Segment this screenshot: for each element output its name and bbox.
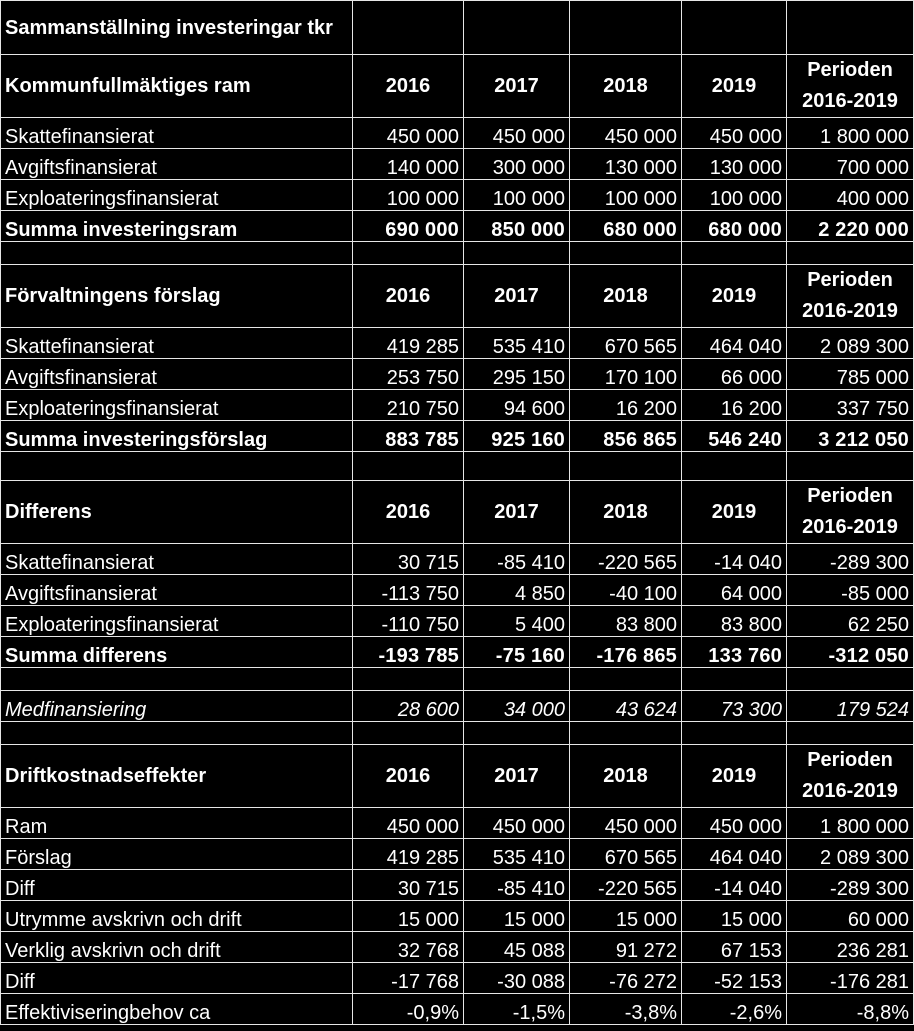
table-row: [1, 839, 914, 870]
value-cell: 62 250: [787, 606, 914, 637]
year-header: 2019: [682, 745, 787, 808]
value-cell: 670 565: [570, 839, 682, 870]
value-cell: -85 410: [464, 544, 570, 575]
value-cell: 850 000: [464, 211, 570, 242]
value-cell: 60 000: [787, 901, 914, 932]
table-row: [1, 359, 914, 390]
period-range: 2016-2019: [802, 90, 898, 112]
value-cell: 883 785: [353, 421, 464, 452]
value-cell: 236 281: [787, 932, 914, 963]
value-cell: -85 410: [464, 870, 570, 901]
value-cell: 83 800: [682, 606, 787, 637]
value-cell: -220 565: [570, 544, 682, 575]
value-cell: 450 000: [570, 118, 682, 149]
table-row: [1, 606, 914, 637]
row-label: Avgiftsfinansierat: [1, 359, 353, 390]
row-label: Diff: [1, 870, 353, 901]
year-header: 2016: [353, 265, 464, 328]
title-row: [1, 1, 914, 55]
table-row: [1, 328, 914, 359]
value-cell: 400 000: [787, 180, 914, 211]
value-cell: 30 715: [353, 544, 464, 575]
table-row: [1, 963, 914, 994]
period-header: [787, 265, 914, 328]
year-header: 2017: [464, 481, 570, 544]
table-row: [1, 870, 914, 901]
spacer-row: [1, 242, 914, 265]
value-cell: 100 000: [682, 180, 787, 211]
value-cell: -289 300: [787, 544, 914, 575]
value-cell: 300 000: [464, 149, 570, 180]
row-label: Effektiviseringbehov ca: [1, 994, 353, 1025]
value-cell: 15 000: [682, 901, 787, 932]
value-cell: 15 000: [353, 901, 464, 932]
row-label: Avgiftsfinansierat: [1, 575, 353, 606]
sum-row: [1, 211, 914, 242]
value-cell: 210 750: [353, 390, 464, 421]
row-label: Skattefinansierat: [1, 118, 353, 149]
value-cell: 337 750: [787, 390, 914, 421]
value-cell: -17 768: [353, 963, 464, 994]
value-cell: -3,8%: [570, 994, 682, 1025]
value-cell: 133 760: [682, 637, 787, 668]
row-label: Exploateringsfinansierat: [1, 606, 353, 637]
value-cell: 140 000: [353, 149, 464, 180]
row-label: Skattefinansierat: [1, 328, 353, 359]
spacer-row: [1, 452, 914, 481]
value-cell: 28 600: [353, 691, 464, 722]
year-header: 2019: [682, 265, 787, 328]
period-range: 2016-2019: [802, 516, 898, 538]
value-cell: -1,5%: [464, 994, 570, 1025]
value-cell: -110 750: [353, 606, 464, 637]
value-cell: 450 000: [682, 808, 787, 839]
value-cell: 15 000: [464, 901, 570, 932]
value-cell: 2 089 300: [787, 839, 914, 870]
table-row: [1, 932, 914, 963]
value-cell: 464 040: [682, 839, 787, 870]
value-cell: 450 000: [682, 118, 787, 149]
year-header: 2018: [570, 481, 682, 544]
table-row: [1, 994, 914, 1025]
value-cell: -14 040: [682, 544, 787, 575]
value-cell: -14 040: [682, 870, 787, 901]
period-range: 2016-2019: [802, 780, 898, 802]
table-row: [1, 901, 914, 932]
value-cell: 670 565: [570, 328, 682, 359]
value-cell: 419 285: [353, 839, 464, 870]
value-cell: 295 150: [464, 359, 570, 390]
value-cell: 464 040: [682, 328, 787, 359]
row-label: Summa investeringsram: [1, 211, 353, 242]
table-row: [1, 118, 914, 149]
value-cell: 43 624: [570, 691, 682, 722]
section-header-row: [1, 265, 914, 328]
row-label: Exploateringsfinansierat: [1, 390, 353, 421]
value-cell: 2 089 300: [787, 328, 914, 359]
row-label: Summa investeringsförslag: [1, 421, 353, 452]
section-heading: Förvaltningens förslag: [1, 265, 353, 328]
year-header: 2017: [464, 265, 570, 328]
value-cell: -76 272: [570, 963, 682, 994]
table-row: [1, 544, 914, 575]
sum-row: [1, 421, 914, 452]
row-label: Skattefinansierat: [1, 544, 353, 575]
value-cell: 450 000: [464, 118, 570, 149]
spacer-row: [1, 722, 914, 745]
value-cell: 94 600: [464, 390, 570, 421]
period-label: Perioden: [807, 749, 893, 771]
year-header: 2017: [464, 55, 570, 118]
value-cell: 535 410: [464, 328, 570, 359]
value-cell: -176 865: [570, 637, 682, 668]
year-header: 2019: [682, 481, 787, 544]
value-cell: -176 281: [787, 963, 914, 994]
year-header: 2018: [570, 745, 682, 808]
value-cell: 2 220 000: [787, 211, 914, 242]
table-row: [1, 575, 914, 606]
year-header: 2018: [570, 265, 682, 328]
value-cell: 5 400: [464, 606, 570, 637]
value-cell: 535 410: [464, 839, 570, 870]
period-header: [787, 481, 914, 544]
value-cell: -220 565: [570, 870, 682, 901]
section-heading: Kommunfullmäktiges ram: [1, 55, 353, 118]
value-cell: 45 088: [464, 932, 570, 963]
value-cell: -8,8%: [787, 994, 914, 1025]
value-cell: 450 000: [353, 118, 464, 149]
value-cell: -193 785: [353, 637, 464, 668]
value-cell: -2,6%: [682, 994, 787, 1025]
value-cell: 690 000: [353, 211, 464, 242]
value-cell: 4 850: [464, 575, 570, 606]
value-cell: 419 285: [353, 328, 464, 359]
year-header: 2016: [353, 745, 464, 808]
value-cell: 1 800 000: [787, 808, 914, 839]
value-cell: -40 100: [570, 575, 682, 606]
value-cell: -0,9%: [353, 994, 464, 1025]
value-cell: 100 000: [570, 180, 682, 211]
value-cell: 179 524: [787, 691, 914, 722]
row-label: Ram: [1, 808, 353, 839]
period-label: Perioden: [807, 269, 893, 291]
value-cell: 450 000: [570, 808, 682, 839]
value-cell: 925 160: [464, 421, 570, 452]
value-cell: 700 000: [787, 149, 914, 180]
value-cell: 785 000: [787, 359, 914, 390]
section-heading: Driftkostnadseffekter: [1, 745, 353, 808]
spacer-row: [1, 668, 914, 691]
sum-row: [1, 637, 914, 668]
value-cell: 16 200: [570, 390, 682, 421]
value-cell: 856 865: [570, 421, 682, 452]
value-cell: 546 240: [682, 421, 787, 452]
row-label: Summa differens: [1, 637, 353, 668]
value-cell: 253 750: [353, 359, 464, 390]
value-cell: 100 000: [353, 180, 464, 211]
value-cell: 680 000: [682, 211, 787, 242]
section-header-row: [1, 481, 914, 544]
value-cell: 83 800: [570, 606, 682, 637]
value-cell: 73 300: [682, 691, 787, 722]
section-heading: Differens: [1, 481, 353, 544]
section-header-row: [1, 55, 914, 118]
value-cell: 130 000: [682, 149, 787, 180]
value-cell: -289 300: [787, 870, 914, 901]
row-label: Förslag: [1, 839, 353, 870]
value-cell: 450 000: [353, 808, 464, 839]
period-label: Perioden: [807, 59, 893, 81]
year-header: 2016: [353, 55, 464, 118]
value-cell: 15 000: [570, 901, 682, 932]
year-header: 2016: [353, 481, 464, 544]
period-label: Perioden: [807, 485, 893, 507]
value-cell: 34 000: [464, 691, 570, 722]
period-range: 2016-2019: [802, 300, 898, 322]
value-cell: -113 750: [353, 575, 464, 606]
value-cell: -75 160: [464, 637, 570, 668]
year-header: 2018: [570, 55, 682, 118]
value-cell: 3 212 050: [787, 421, 914, 452]
value-cell: 170 100: [570, 359, 682, 390]
value-cell: -85 000: [787, 575, 914, 606]
value-cell: 64 000: [682, 575, 787, 606]
table-row: [1, 149, 914, 180]
table-body: [1, 1, 914, 1025]
value-cell: 91 272: [570, 932, 682, 963]
value-cell: 67 153: [682, 932, 787, 963]
table-row: [1, 180, 914, 211]
value-cell: -30 088: [464, 963, 570, 994]
value-cell: 130 000: [570, 149, 682, 180]
value-cell: 100 000: [464, 180, 570, 211]
row-label: Exploateringsfinansierat: [1, 180, 353, 211]
year-header: 2017: [464, 745, 570, 808]
table-row: [1, 808, 914, 839]
value-cell: 32 768: [353, 932, 464, 963]
row-label: Verklig avskrivn och drift: [1, 932, 353, 963]
drift-header-row: [1, 745, 914, 808]
value-cell: -52 153: [682, 963, 787, 994]
table-row: [1, 390, 914, 421]
value-cell: 30 715: [353, 870, 464, 901]
medfinansiering-row: [1, 691, 914, 722]
value-cell: 1 800 000: [787, 118, 914, 149]
value-cell: 450 000: [464, 808, 570, 839]
year-header: 2019: [682, 55, 787, 118]
period-header: [787, 745, 914, 808]
row-label: Medfinansiering: [1, 691, 353, 722]
row-label: Utrymme avskrivn och drift: [1, 901, 353, 932]
row-label: Diff: [1, 963, 353, 994]
row-label: Avgiftsfinansierat: [1, 149, 353, 180]
value-cell: 66 000: [682, 359, 787, 390]
value-cell: 680 000: [570, 211, 682, 242]
value-cell: 16 200: [682, 390, 787, 421]
period-header: [787, 55, 914, 118]
table-title: Sammanställning investeringar tkr: [1, 1, 353, 55]
value-cell: -312 050: [787, 637, 914, 668]
